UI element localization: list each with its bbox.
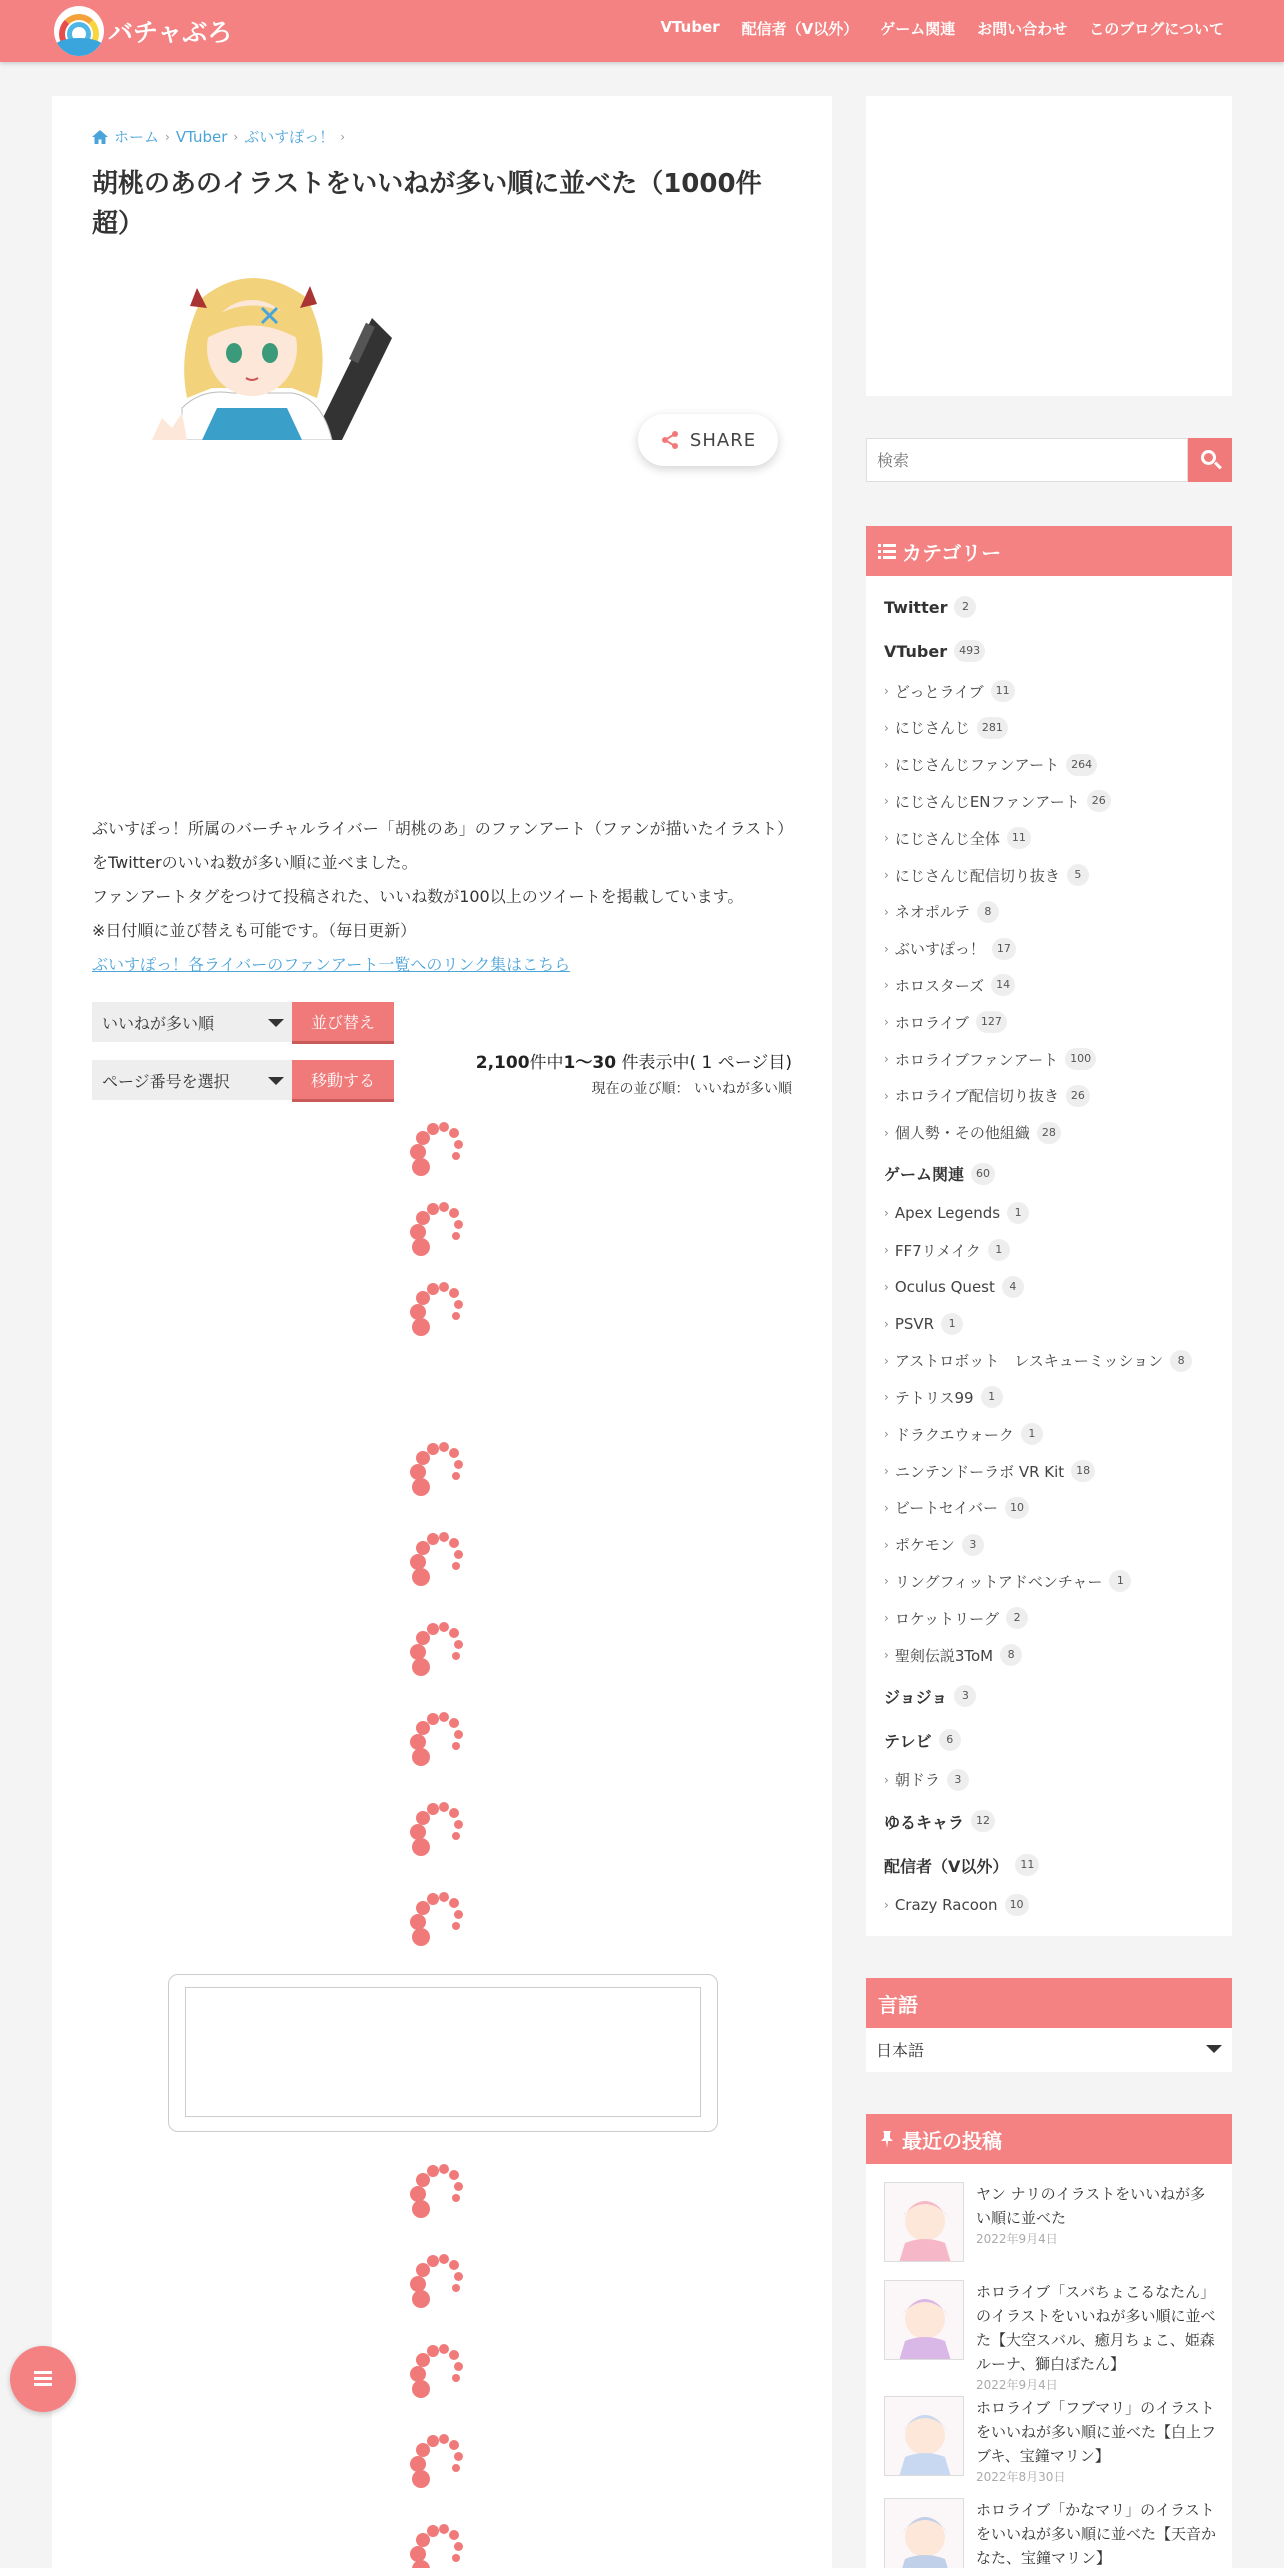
category-count-badge: 12 [971, 1810, 995, 1832]
category-label: Twitter [884, 597, 948, 617]
chevron-right-icon: › [884, 868, 889, 882]
chevron-right-icon: › [884, 1897, 889, 1912]
result-count [476, 1048, 792, 1073]
language-widget [866, 1978, 1232, 2072]
chevron-right-icon: › [884, 794, 889, 809]
recent-post-item[interactable] [884, 2182, 1214, 2272]
chevron-right-icon: › [884, 1427, 889, 1442]
category-count-badge: 14 [991, 974, 1015, 996]
recent-post-item[interactable] [884, 2280, 1216, 2392]
category-count-badge: 1 [1021, 1423, 1043, 1445]
recent-posts-title-text: 最近の投稿 [902, 2128, 1002, 2153]
breadcrumb-vspo[interactable]: ぶいすぽっ！ [244, 128, 335, 146]
list-icon [878, 542, 896, 560]
site-logo[interactable] [54, 6, 232, 56]
category-label: ビートセイバー [894, 1499, 999, 1518]
recent-post-date: 2022年9月4日 [976, 2232, 1058, 2246]
current-sort-order: 現在の並び順： いいねが多い順 [591, 1081, 792, 1097]
share-button[interactable] [638, 414, 778, 466]
recent-post-title: ホロライブ「かなマリ」のイラストをいいねが多い順に並べた【天音かなた、宝鐘マリン】 [976, 2501, 1217, 2567]
chevron-right-icon: › [884, 904, 889, 919]
category-label: ポケモン [894, 1536, 955, 1555]
category-label: にじさんじ配信切り抜き [894, 866, 1060, 885]
recent-post-title: ヤン ナリのイラストをいいねが多い順に並べた [976, 2185, 1206, 2227]
loading-spinner-icon [408, 1618, 470, 1680]
caret-down-icon [1206, 2045, 1222, 2053]
loading-spinner-icon [408, 2160, 470, 2222]
category-item[interactable] [884, 1810, 995, 1833]
category-count-badge: 10 [1005, 1894, 1029, 1916]
chevron-right-icon: › [884, 1280, 889, 1294]
category-item[interactable] [884, 864, 1089, 886]
count-label: 件中 [529, 1053, 564, 1073]
category-label: PSVR [894, 1314, 935, 1333]
loading-spinner-icon [408, 1528, 470, 1590]
category-count-badge: 11 [991, 680, 1015, 702]
category-count-badge: 11 [1015, 1854, 1039, 1876]
category-item[interactable] [884, 1239, 1010, 1261]
recent-post-date: 2022年9月4日 [976, 2378, 1058, 2392]
category-label: リングフィットアドベンチャー [894, 1572, 1103, 1591]
category-item[interactable] [884, 754, 1097, 776]
category-count-badge: 60 [971, 1163, 995, 1185]
chevron-right-icon: › [884, 1243, 889, 1258]
recent-posts-title [866, 2114, 1232, 2164]
chevron-right-icon: › [233, 129, 239, 144]
category-count-badge: 281 [977, 717, 1008, 739]
caret-down-icon [268, 1077, 284, 1085]
chevron-right-icon: › [884, 1052, 889, 1066]
category-count-badge: 8 [977, 901, 999, 923]
chevron-right-icon: › [884, 757, 889, 772]
category-item[interactable] [884, 1085, 1090, 1107]
chevron-right-icon: › [340, 129, 346, 144]
chevron-right-icon: › [884, 1611, 889, 1626]
loading-spinner-icon [408, 2520, 470, 2568]
recent-posts-widget [866, 2114, 1232, 2568]
category-label: ゆるキャラ [884, 1812, 965, 1832]
article-intro [92, 812, 792, 982]
category-label: ネオポルテ [894, 903, 970, 922]
recent-post-title: ホロライブ「フブマリ」のイラストをいいねが多い順に並べた【白上フブキ、宝鐘マリン】 [976, 2399, 1217, 2465]
page-select[interactable] [92, 1060, 292, 1100]
chevron-right-icon: › [884, 1125, 889, 1140]
category-item[interactable] [884, 1011, 1007, 1033]
category-label: Crazy Racoon [894, 1895, 998, 1914]
category-label: ホロライブファンアート [894, 1050, 1059, 1069]
category-label: にじさんじ全体 [894, 829, 1000, 848]
page-jump-button[interactable]: 移動する [292, 1060, 394, 1102]
category-item[interactable] [884, 1769, 969, 1791]
recent-post-item[interactable] [884, 2396, 1217, 2486]
category-item[interactable] [884, 974, 1015, 996]
chevron-right-icon: › [884, 1015, 889, 1030]
category-count-badge: 26 [1066, 1085, 1090, 1107]
chevron-right-icon: › [884, 684, 889, 698]
category-label: ジョジョ [884, 1687, 948, 1707]
category-item[interactable] [884, 1894, 1029, 1916]
category-count-badge: 2 [954, 596, 976, 618]
category-item[interactable] [884, 1276, 1024, 1298]
category-item[interactable] [884, 1644, 1022, 1666]
category-item[interactable] [884, 1202, 1029, 1224]
logo-rainbow-icon [54, 6, 104, 56]
category-count-badge: 1 [981, 1386, 1003, 1408]
categories-title-text: カテゴリー [902, 540, 1002, 565]
chevron-right-icon: › [884, 1574, 889, 1589]
search-button[interactable] [1188, 438, 1232, 482]
category-item[interactable] [884, 1570, 1131, 1592]
category-label: ニンテンドーラボ VR Kit [894, 1462, 1065, 1481]
loading-spinner-icon [408, 1118, 470, 1180]
category-item[interactable] [884, 717, 1008, 739]
category-label: にじさんじENファンアート [894, 792, 1080, 811]
breadcrumb [92, 126, 351, 147]
language-select[interactable] [866, 2028, 1232, 2070]
chevron-right-icon: › [884, 1648, 889, 1662]
recent-post-date: 2022年8月30日 [976, 2470, 1066, 2484]
pin-icon [878, 2130, 896, 2148]
category-label: ホロライブ [894, 1013, 969, 1032]
loading-spinner-icon [408, 1888, 470, 1950]
category-count-badge: 8 [1000, 1644, 1022, 1666]
category-item[interactable] [884, 1460, 1095, 1482]
category-item[interactable] [884, 1162, 995, 1185]
nav-about[interactable]: このブログについて [1089, 20, 1224, 38]
category-count-badge: 264 [1066, 754, 1097, 776]
category-item[interactable] [884, 1313, 963, 1335]
category-label: 聖剣伝説3ToM [894, 1646, 994, 1665]
count-total: 2,100 [475, 1053, 530, 1073]
category-label: Apex Legends [894, 1204, 1001, 1223]
category-count-badge: 127 [976, 1011, 1007, 1033]
sort-button[interactable]: 並び替え [292, 1002, 394, 1044]
category-label: VTuber [884, 641, 948, 661]
intro-paragraph: ※日付順に並び替えも可能です。（毎日更新） [92, 921, 417, 940]
category-item[interactable] [884, 1386, 1003, 1408]
category-count-badge: 10 [1005, 1497, 1029, 1519]
category-label: Oculus Quest [894, 1278, 995, 1296]
category-item[interactable] [884, 1685, 976, 1708]
count-page: 件表示中( 1 ページ目) [616, 1053, 792, 1073]
site-header [0, 0, 1284, 62]
home-icon [92, 130, 108, 144]
recent-post-thumbnail [884, 2182, 964, 2262]
chevron-right-icon: › [165, 129, 170, 144]
category-item[interactable] [884, 827, 1031, 849]
category-item[interactable] [884, 596, 976, 618]
category-label: FF7リメイク [894, 1241, 981, 1260]
loading-spinner-icon [408, 1798, 470, 1860]
category-count-badge: 28 [1037, 1122, 1061, 1144]
recent-post-item[interactable] [884, 2498, 1217, 2568]
chevron-right-icon: › [884, 1500, 889, 1515]
loading-spinner-icon [408, 2430, 470, 2492]
category-count-badge: 17 [992, 938, 1016, 960]
chevron-right-icon: › [884, 1390, 889, 1405]
chevron-right-icon: › [884, 1088, 889, 1103]
category-count-badge: 6 [939, 1729, 961, 1751]
main-nav [660, 18, 1224, 39]
recent-post-thumbnail [884, 2280, 964, 2360]
category-item[interactable] [884, 1497, 1029, 1519]
site-title: バチャぶろ [108, 18, 233, 47]
category-label: 個人勢・その他組織 [894, 1124, 1030, 1143]
chevron-right-icon: › [884, 941, 889, 956]
sidebar-ad [866, 96, 1232, 396]
category-label: ロケットリーグ [894, 1609, 1000, 1628]
category-item[interactable] [884, 1729, 961, 1752]
loading-spinner-icon [408, 1438, 470, 1500]
loading-spinner-icon [408, 1278, 470, 1340]
chevron-right-icon: › [884, 1464, 889, 1478]
category-count-badge: 3 [947, 1769, 969, 1791]
chevron-right-icon: › [884, 978, 889, 993]
ad-placeholder [168, 1974, 718, 2132]
category-count-badge: 3 [954, 1685, 976, 1707]
intro-paragraph: ぶいすぽっ！所属のバーチャルライバー「胡桃のあ」のファンアート（ファンが描いたイラスト）をTwitterのいいね数が多い順に並べました。 [92, 819, 786, 872]
chevron-right-icon: › [884, 1206, 889, 1221]
eyecatch-image [142, 268, 398, 440]
category-item[interactable] [884, 1534, 984, 1556]
category-item[interactable] [884, 1607, 1028, 1629]
nav-games[interactable]: ゲーム関連 [880, 20, 956, 38]
nav-streamers[interactable]: 配信者（V以外） [741, 20, 859, 38]
loading-spinner-icon [408, 2250, 470, 2312]
fanart-links-link[interactable]: ぶいすぽっ！各ライバーのファンアート一覧へのリンク集はこちら [92, 955, 571, 974]
category-count-badge: 1 [1007, 1202, 1029, 1224]
category-label: テレビ [884, 1731, 932, 1751]
share-icon [660, 430, 680, 450]
category-item[interactable] [884, 901, 999, 923]
category-item[interactable] [884, 640, 985, 662]
category-count-badge: 3 [962, 1534, 984, 1556]
share-label: SHARE [689, 429, 757, 451]
caret-down-icon [268, 1019, 284, 1027]
chevron-right-icon: › [884, 831, 889, 846]
sidebar-search [866, 438, 1232, 482]
chevron-right-icon: › [884, 1772, 889, 1787]
loading-spinner-icon [408, 1708, 470, 1770]
category-label: ぶいすぽっ！ [894, 940, 985, 959]
sort-select-value: いいねが多い順 [102, 1013, 215, 1033]
chevron-right-icon: › [884, 1537, 889, 1552]
category-item[interactable] [884, 938, 1016, 960]
categories-title [866, 526, 1232, 576]
language-value: 日本語 [876, 2040, 925, 2060]
category-label: ゲーム関連 [884, 1165, 965, 1185]
sort-select[interactable] [92, 1002, 292, 1042]
category-item[interactable] [884, 1854, 1039, 1877]
category-item[interactable] [884, 1350, 1192, 1372]
category-count-badge: 493 [954, 640, 985, 662]
category-label: にじさんじファンアート [894, 756, 1060, 775]
category-item[interactable] [884, 1122, 1061, 1144]
intro-paragraph: ファンアートタグをつけて投稿された、いいね数が100以上のツイートを掲載しています。 [92, 887, 744, 906]
category-count-badge: 4 [1002, 1276, 1024, 1298]
category-label: アストロボット レスキューミッション [894, 1352, 1164, 1371]
menu-fab-button[interactable] [10, 2346, 76, 2412]
category-label: ドラクエウォーク [894, 1425, 1014, 1444]
category-label: にじさんじ [894, 719, 970, 738]
category-label: 朝ドラ [894, 1771, 940, 1790]
loading-spinner-icon [408, 1198, 470, 1260]
breadcrumb-home[interactable]: ホーム [114, 128, 160, 146]
search-input[interactable] [866, 438, 1188, 482]
category-count-badge: 1 [941, 1313, 963, 1335]
category-count-badge: 11 [1007, 827, 1031, 849]
category-count-badge: 5 [1067, 864, 1089, 886]
category-label: テトリス99 [894, 1388, 974, 1407]
recent-post-thumbnail [884, 2498, 964, 2568]
categories-widget [866, 526, 1232, 1936]
category-item[interactable] [884, 1423, 1043, 1445]
category-label: 配信者（V以外） [884, 1856, 1009, 1876]
category-label: ホロライブ配信切り抜き [894, 1087, 1059, 1106]
recent-post-title: ホロライブ「スバちょこるなたん」のイラストをいいねが多い順に並べた【大空スバル、癒月ちょこ、姫森ルーナ、獅白ぼたん】 [976, 2283, 1216, 2373]
category-count-badge: 8 [1170, 1350, 1192, 1372]
nav-vtuber[interactable]: VTuber [660, 18, 720, 36]
category-count-badge: 2 [1006, 1607, 1028, 1629]
breadcrumb-vtuber[interactable]: VTuber [175, 127, 228, 146]
chevron-right-icon: › [884, 1316, 889, 1331]
category-item[interactable] [884, 680, 1015, 702]
chevron-right-icon: › [884, 1353, 889, 1368]
nav-contact[interactable]: お問い合わせ [977, 20, 1068, 38]
category-count-badge: 26 [1087, 790, 1111, 812]
category-item[interactable] [884, 790, 1111, 812]
category-count-badge: 100 [1065, 1048, 1096, 1070]
count-range: 1～30 [563, 1053, 617, 1073]
category-count-badge: 1 [988, 1239, 1010, 1261]
main-content [52, 96, 832, 2568]
category-count-badge: 18 [1071, 1460, 1095, 1482]
recent-post-thumbnail [884, 2396, 964, 2476]
category-item[interactable] [884, 1048, 1096, 1070]
page-title: 胡桃のあのイラストをいいねが多い順に並べた（1000件超） [92, 169, 762, 239]
page-select-value: ページ番号を選択 [102, 1071, 230, 1091]
loading-spinner-icon [408, 2340, 470, 2402]
category-label: ホロスターズ [894, 976, 985, 995]
category-label: どっとライブ [894, 682, 984, 701]
language-title: 言語 [866, 1978, 1232, 2028]
category-count-badge: 1 [1109, 1570, 1131, 1592]
chevron-right-icon: › [884, 720, 889, 735]
